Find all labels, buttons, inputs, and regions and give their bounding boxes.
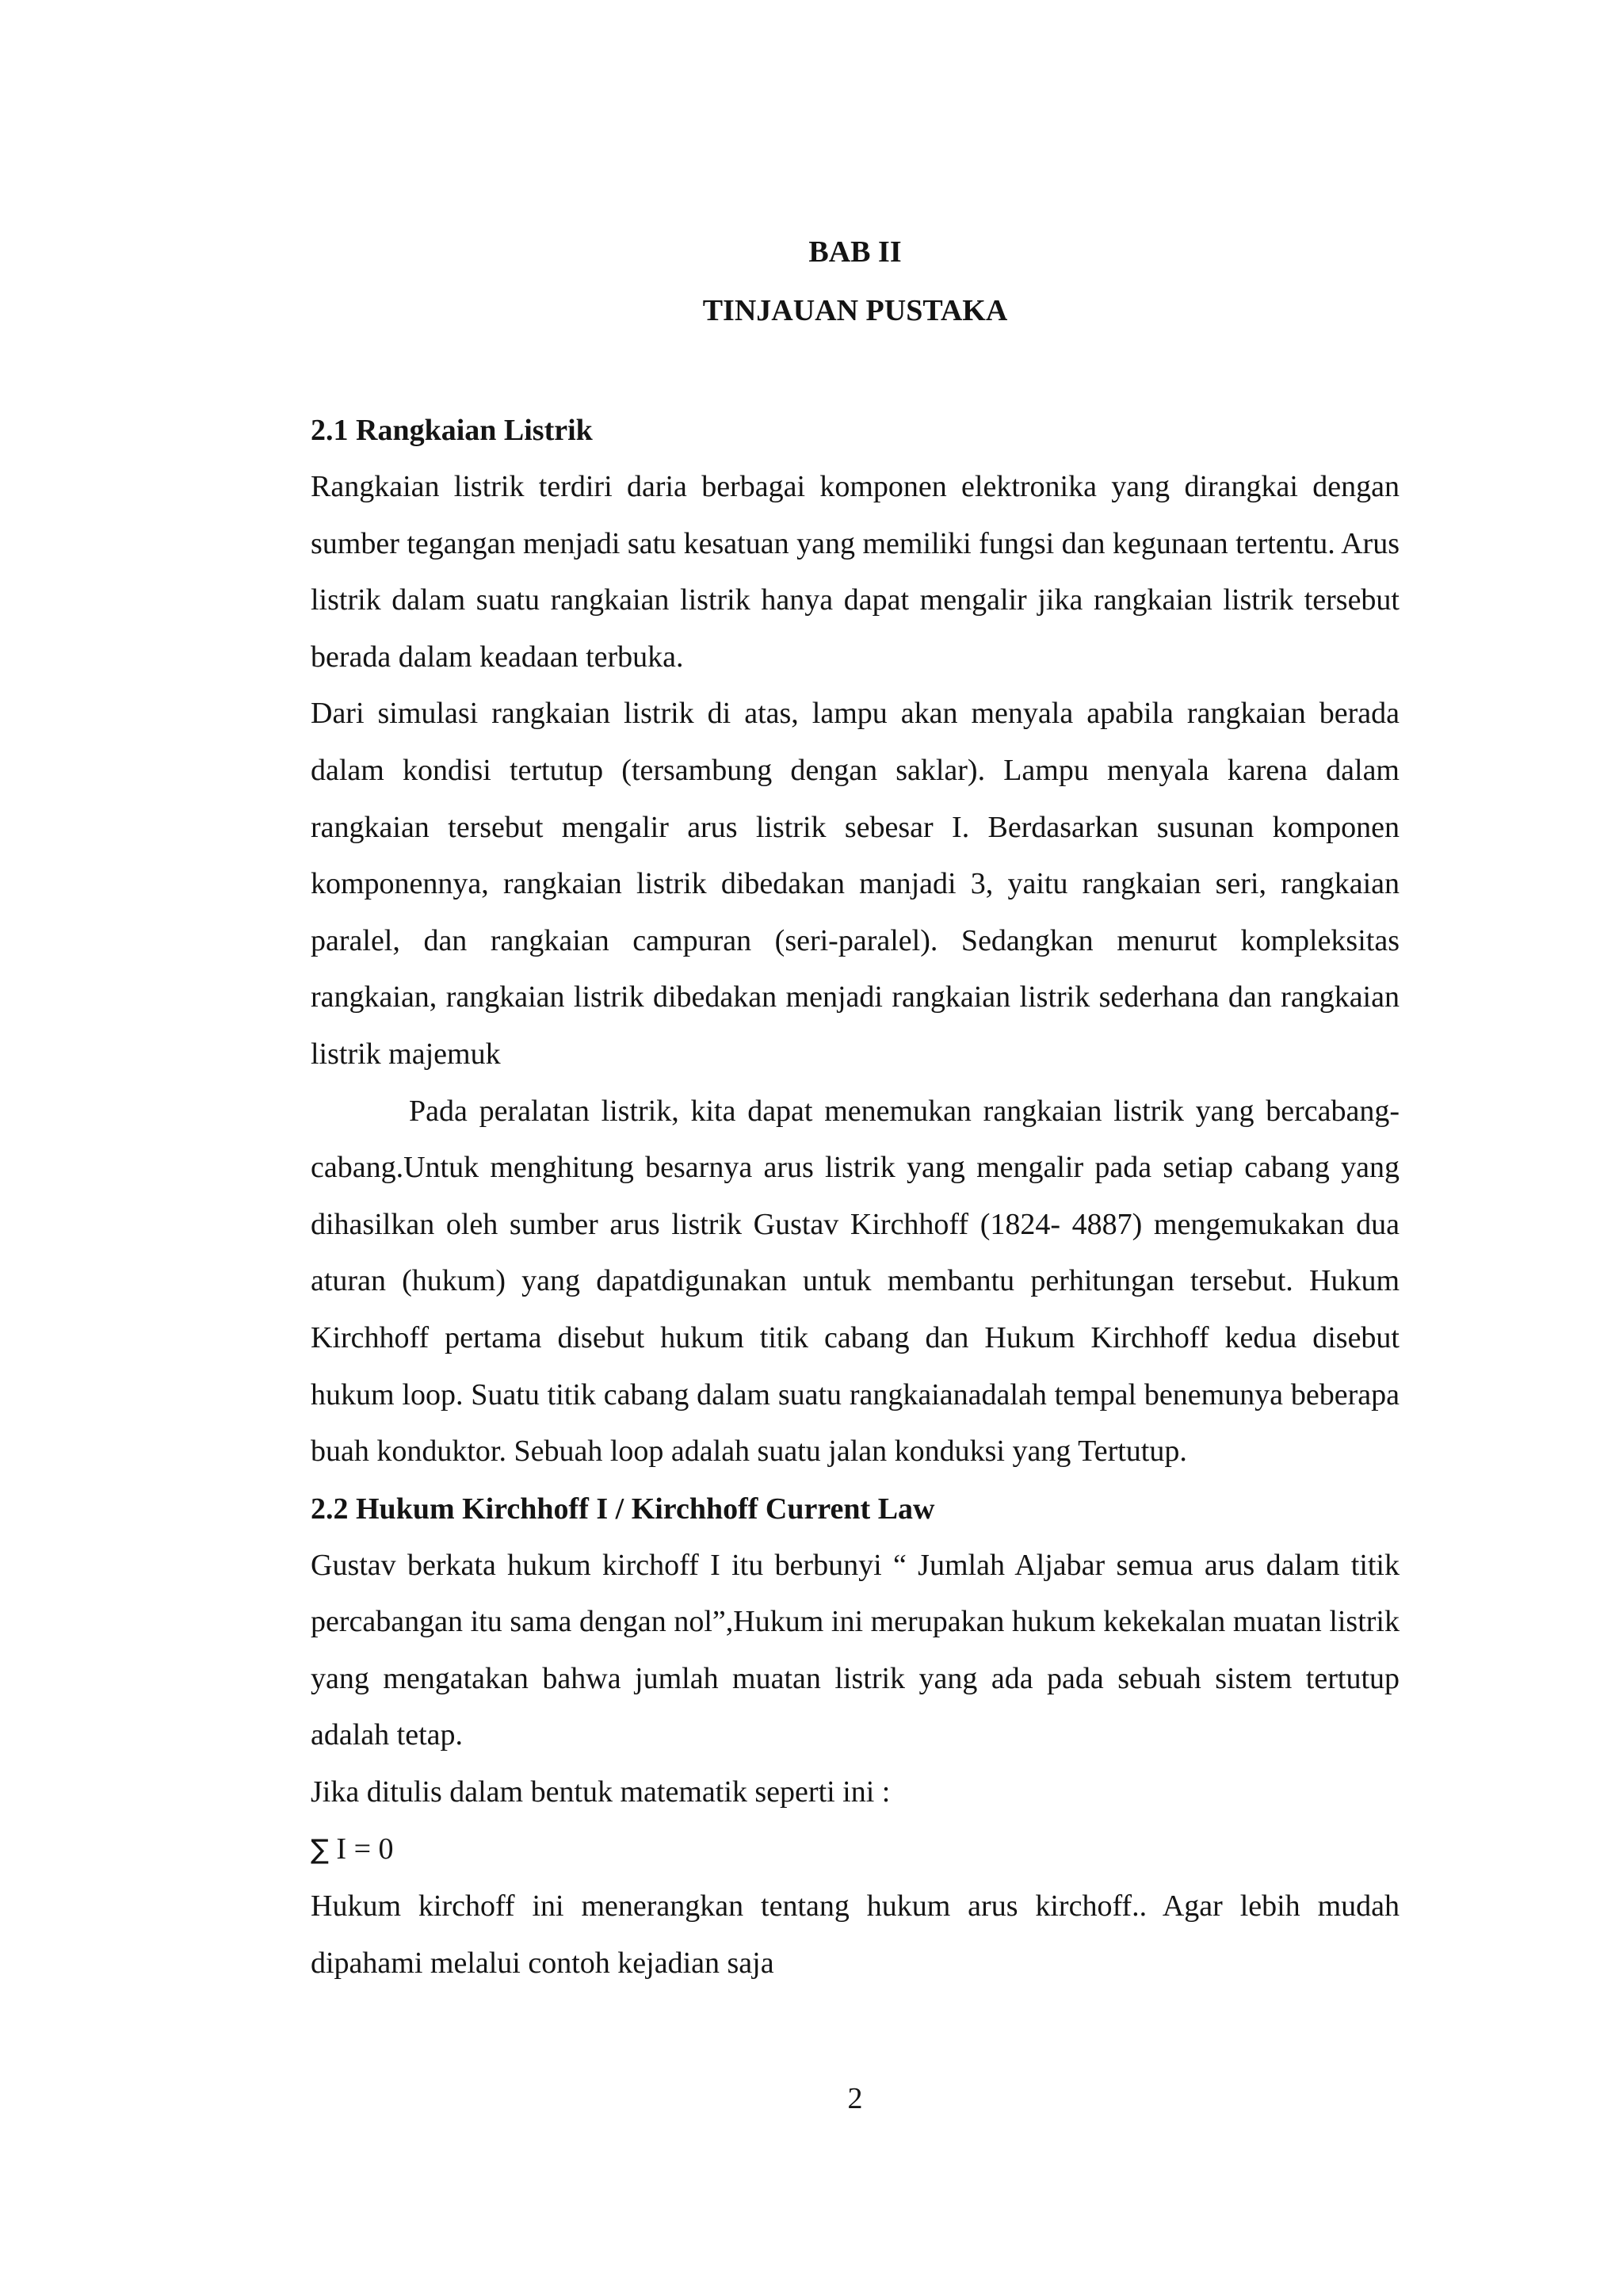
paragraph: Pada peralatan listrik, kita dapat menemukan rangkaian listrik yang bercabang-cabang.Untuk menghitung besarnya arus listrik yang mengalir pada setiap cabang yang dihasilkan oleh sumber arus listrik Gustav Kirchhoff (1824- 4887) mengemukakan dua aturan (hukum) yang dapatdigunakan untuk membantu perhitungan tersebut. Hukum Kirchhoff pertama disebut hukum titik cabang dan Hukum Kirchhoff kedua disebut hukum loop. Suatu titik cabang dalam suatu rangkaianadalah tempal benemunya beberapa buah konduktor. Sebuah loop adalah suatu jalan konduksi yang Tertutup. xyxy=(311,1094,1400,1469)
section-heading-2-1: 2.1 Rangkaian Listrik xyxy=(311,414,593,447)
paragraph: Dari simulasi rangkaian listrik di atas, lampu akan menyala apabila rangkaian berada dalam kondisi tertutup (tersambung dengan saklar). Lampu menyala karena dalam rangkaian tersebut mengalir arus listrik sebesar I. Berdasarkan susunan komponen komponennya, rangkaian listrik dibedakan manjadi 3, yaitu rangkaian seri, rangkaian paralel, dan rangkaian campuran (seri-paralel). Sedangkan menurut kompleksitas rangkaian, rangkaian listrik dibedakan menjadi rangkaian listrik sederhana dan rangkaian listrik majemuk xyxy=(311,697,1400,1071)
formula-expression: I = 0 xyxy=(336,1832,394,1866)
chapter-title: TINJAUAN PUSTAKA xyxy=(702,294,1008,327)
section-heading-2-2: 2.2 Hukum Kirchhoff I / Kirchhoff Current Law xyxy=(311,1492,935,1526)
chapter-number: BAB II xyxy=(808,235,902,269)
paragraph: Rangkaian listrik terdiri daria berbagai komponen elektronika yang dirangkai dengan sumber tegangan menjadi satu kesatuan yang memiliki fungsi dan kegunaan tertentu. Arus listrik dalam suatu rangkaian listrik hanya dapat mengalir jika rangkaian listrik tersebut berada dalam keadaan terbuka. xyxy=(311,470,1400,674)
paragraph: Hukum kirchoff ini menerangkan tentang hukum arus kirchoff.. Agar lebih mudah dipahami melalui contoh kejadian saja xyxy=(311,1889,1400,1980)
body-text xyxy=(311,402,1400,1992)
summation-symbol: ∑ xyxy=(311,1833,329,1866)
paragraph: Gustav berkata hukum kirchoff I itu berbunyi “ Jumlah Aljabar semua arus dalam titik percabangan itu sama dengan nol”,Hukum ini merupakan hukum kekekalan muatan listrik yang mengatakan bahwa jumlah muatan listrik yang ada pada sebuah sistem tertutup adalah tetap. xyxy=(311,1548,1400,1752)
formula xyxy=(311,1821,1400,1879)
paragraph: Jika ditulis dalam bentuk matematik seperti ini : xyxy=(311,1775,891,1809)
page-number: 2 xyxy=(847,2082,863,2115)
